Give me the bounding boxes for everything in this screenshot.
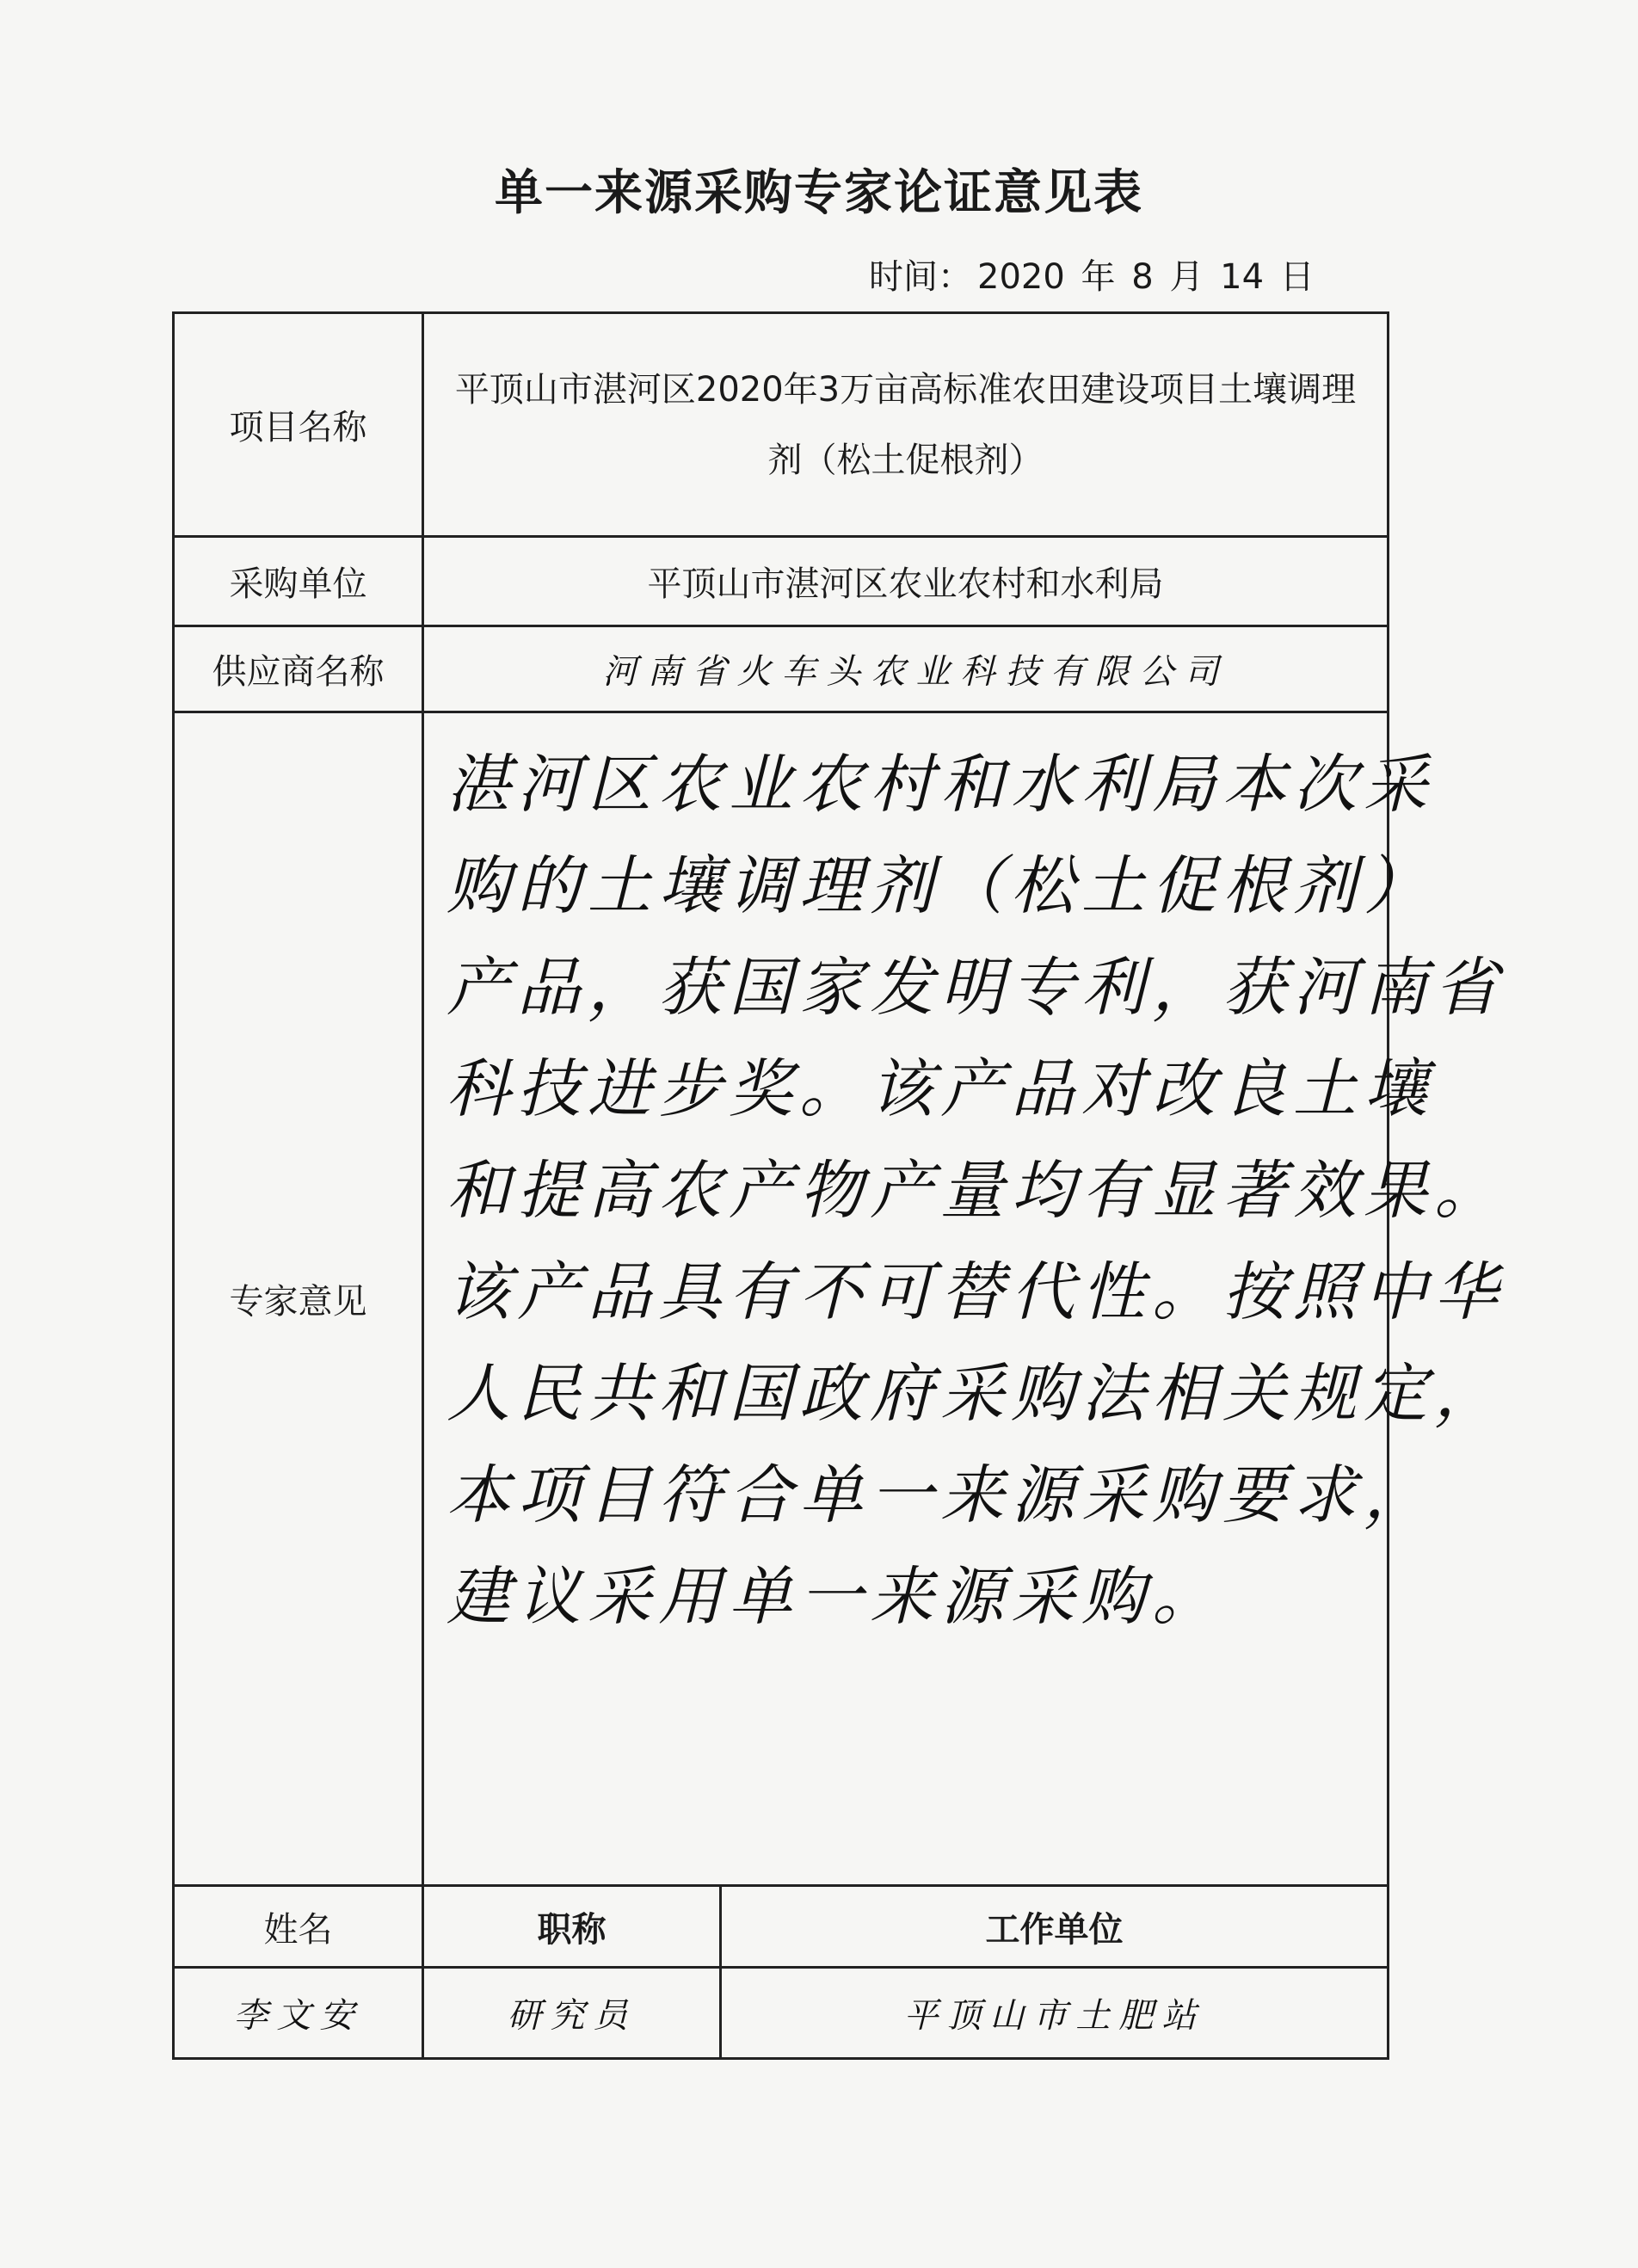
opinion-line: 科技进步奖。该产品对改良土壤: [446, 1052, 1434, 1126]
opinion-line: 本项目符合单一来源采购要求，: [446, 1458, 1434, 1532]
date-year-unit: 年: [1081, 257, 1116, 297]
opinion-line: 产品，获国家发明专利，获河南省: [446, 951, 1505, 1025]
opinion-line: 人民共和国政府采购法相关规定，: [446, 1357, 1505, 1431]
purchaser-row: [174, 537, 1389, 626]
opinion-line: 建议采用单一来源采购。: [446, 1560, 1222, 1634]
name-header: 姓名: [174, 1886, 423, 1968]
date-label: 时间：: [869, 257, 972, 297]
opinion-line: 和提高农产物产量均有显著效果。: [446, 1154, 1505, 1228]
project-name-row: [174, 313, 1389, 537]
expert-org: 平顶山市土肥站: [721, 1968, 1389, 2059]
org-header: 工作单位: [721, 1886, 1389, 1968]
project-name-value: 平顶山市湛河区2020年3万亩高标准农田建设项目土壤调理剂（松土促根剂）: [423, 313, 1389, 537]
opinion-line: 湛河区农业农村和水利局本次采: [446, 748, 1434, 822]
expert-opinion-label: 专家意见: [174, 712, 423, 1886]
signature-row: [174, 1968, 1389, 2059]
supplier-label: 供应商名称: [174, 626, 423, 712]
date-day-unit: 日: [1279, 257, 1315, 297]
purchaser-value: 平顶山市湛河区农业农村和水利局: [423, 537, 1389, 626]
date-line: [869, 250, 1320, 299]
expert-opinion-text: [423, 712, 1505, 1886]
purchaser-label: 采购单位: [174, 537, 423, 626]
opinion-line: 购的土壤调理剂（松土促根剂）: [446, 849, 1434, 923]
date-day: 14: [1220, 257, 1265, 297]
date-year: 2020: [977, 257, 1065, 297]
title-header: 职称: [423, 1886, 721, 1968]
expert-title: 研究员: [423, 1968, 721, 2059]
signature-header-row: [174, 1886, 1389, 1968]
expert-opinion-row: [174, 712, 1389, 1886]
date-month: 8: [1131, 257, 1154, 297]
supplier-value: 河南省火车头农业科技有限公司: [423, 626, 1389, 712]
expert-opinion-form: [172, 311, 1505, 2060]
form-title: 单一来源采购专家论证意见表: [495, 165, 1143, 221]
supplier-row: [174, 626, 1389, 712]
project-name-label: 项目名称: [174, 313, 423, 537]
date-month-unit: 月: [1169, 257, 1204, 297]
opinion-line: 该产品具有不可替代性。按照中华: [446, 1255, 1505, 1329]
expert-name-signature: 李文安: [174, 1968, 423, 2059]
